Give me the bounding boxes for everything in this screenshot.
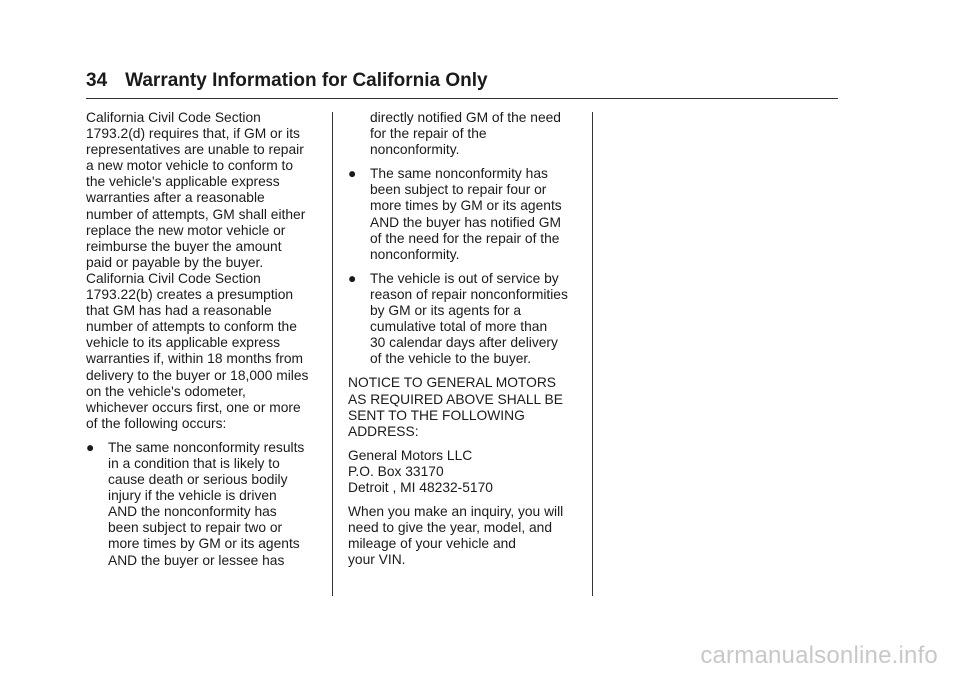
- text-line: nonconformity.: [370, 142, 460, 158]
- bullet-dot: ●: [348, 270, 357, 286]
- bullet-item-death-injury: [86, 440, 324, 569]
- bullet-dot: ●: [348, 166, 357, 182]
- text-line: General Motors LLC: [348, 447, 473, 463]
- text-line: a new motor vehicle to conform to: [86, 158, 294, 174]
- text-line: of the following occurs:: [86, 415, 227, 431]
- text-line: whichever occurs first, one or more: [86, 399, 301, 415]
- paragraph-civil-code: [86, 110, 324, 432]
- text-line: ADDRESS:: [348, 423, 419, 439]
- column-left: [86, 110, 324, 577]
- text-line: of the need for the repair of the: [370, 230, 560, 246]
- text-line: number of attempts, GM shall either: [86, 206, 306, 222]
- text-line: for the repair of the: [370, 126, 487, 142]
- text-line: 1793.2(d) requires that, if GM or its: [86, 126, 300, 142]
- column-divider-right: [592, 112, 593, 596]
- text-line: reason of repair nonconformities: [370, 286, 568, 302]
- text-line: warranties after a reasonable: [86, 190, 265, 206]
- text-line: AND the buyer has notified GM: [370, 214, 561, 230]
- watermark: carmanualsonline.info: [700, 642, 938, 669]
- text-line: your VIN.: [348, 552, 406, 568]
- text-line: the vehicle's applicable express: [86, 174, 280, 190]
- text-line: California Civil Code Section: [86, 110, 261, 125]
- text-line: been subject to repair two or: [108, 520, 283, 536]
- bullet-item-out-of-service: [348, 271, 586, 368]
- text-line: The same nonconformity results: [108, 439, 305, 455]
- text-line: delivery to the buyer or 18,000 miles: [86, 367, 309, 383]
- text-line: on the vehicle's odometer,: [86, 383, 246, 399]
- text-line: of the vehicle to the buyer.: [370, 351, 532, 367]
- text-line: AND the nonconformity has: [108, 504, 277, 520]
- bullet-dot: ●: [86, 439, 95, 455]
- text-line: number of attempts to conform the: [86, 319, 297, 335]
- text-line: California Civil Code Section: [86, 270, 261, 286]
- column-middle: [348, 110, 586, 576]
- notice-paragraph: [348, 375, 586, 439]
- text-line: The vehicle is out of service by: [370, 270, 559, 286]
- text-line: been subject to repair four or: [370, 182, 547, 198]
- text-line: in a condition that is likely to: [108, 455, 280, 471]
- text-line: mileage of your vehicle and: [348, 536, 516, 552]
- text-line: paid or payable by the buyer.: [86, 254, 264, 270]
- text-line: replace the new motor vehicle or: [86, 222, 286, 238]
- text-line: warranties if, within 18 months from: [86, 351, 303, 367]
- text-line: SENT TO THE FOLLOWING: [348, 407, 525, 423]
- text-line: 30 calendar days after delivery: [370, 335, 558, 351]
- text-line: AS REQUIRED ABOVE SHALL BE: [348, 391, 563, 407]
- text-line: P.O. Box 33170: [348, 463, 444, 479]
- text-line: vehicle to its applicable express: [86, 335, 281, 351]
- text-line: cause death or serious bodily: [108, 472, 288, 488]
- text-line: nonconformity.: [370, 246, 460, 262]
- text-line: NOTICE TO GENERAL MOTORS: [348, 375, 557, 391]
- page-header: [86, 70, 488, 92]
- text-line: cumulative total of more than: [370, 319, 548, 335]
- text-line: more times by GM or its agents: [108, 536, 300, 552]
- text-line: directly notified GM of the need: [370, 110, 561, 125]
- text-line: need to give the year, model, and: [348, 520, 553, 536]
- bullet-continuation: [348, 110, 586, 158]
- text-line: by GM or its agents for a: [370, 303, 522, 319]
- text-line: AND the buyer or lessee has: [108, 552, 285, 568]
- text-line: 1793.22(b) creates a presumption: [86, 287, 294, 303]
- inquiry-paragraph: [348, 504, 586, 568]
- text-line: When you make an inquiry, you will: [348, 504, 564, 520]
- text-line: Detroit , MI 48232-5170: [348, 479, 493, 495]
- text-line: The same nonconformity has: [370, 166, 548, 182]
- header-rule: [86, 98, 838, 99]
- page-title: Warranty Information for California Only: [125, 70, 488, 91]
- page-number: 34: [86, 70, 108, 91]
- text-line: representatives are unable to repair: [86, 142, 304, 158]
- text-line: reimburse the buyer the amount: [86, 238, 282, 254]
- text-line: more times by GM or its agents: [370, 198, 562, 214]
- text-line: injury if the vehicle is driven: [108, 488, 277, 504]
- address-block: [348, 448, 586, 496]
- column-divider-left: [332, 112, 333, 596]
- bullet-item-four-repairs: [348, 166, 586, 263]
- text-line: that GM has had a reasonable: [86, 303, 272, 319]
